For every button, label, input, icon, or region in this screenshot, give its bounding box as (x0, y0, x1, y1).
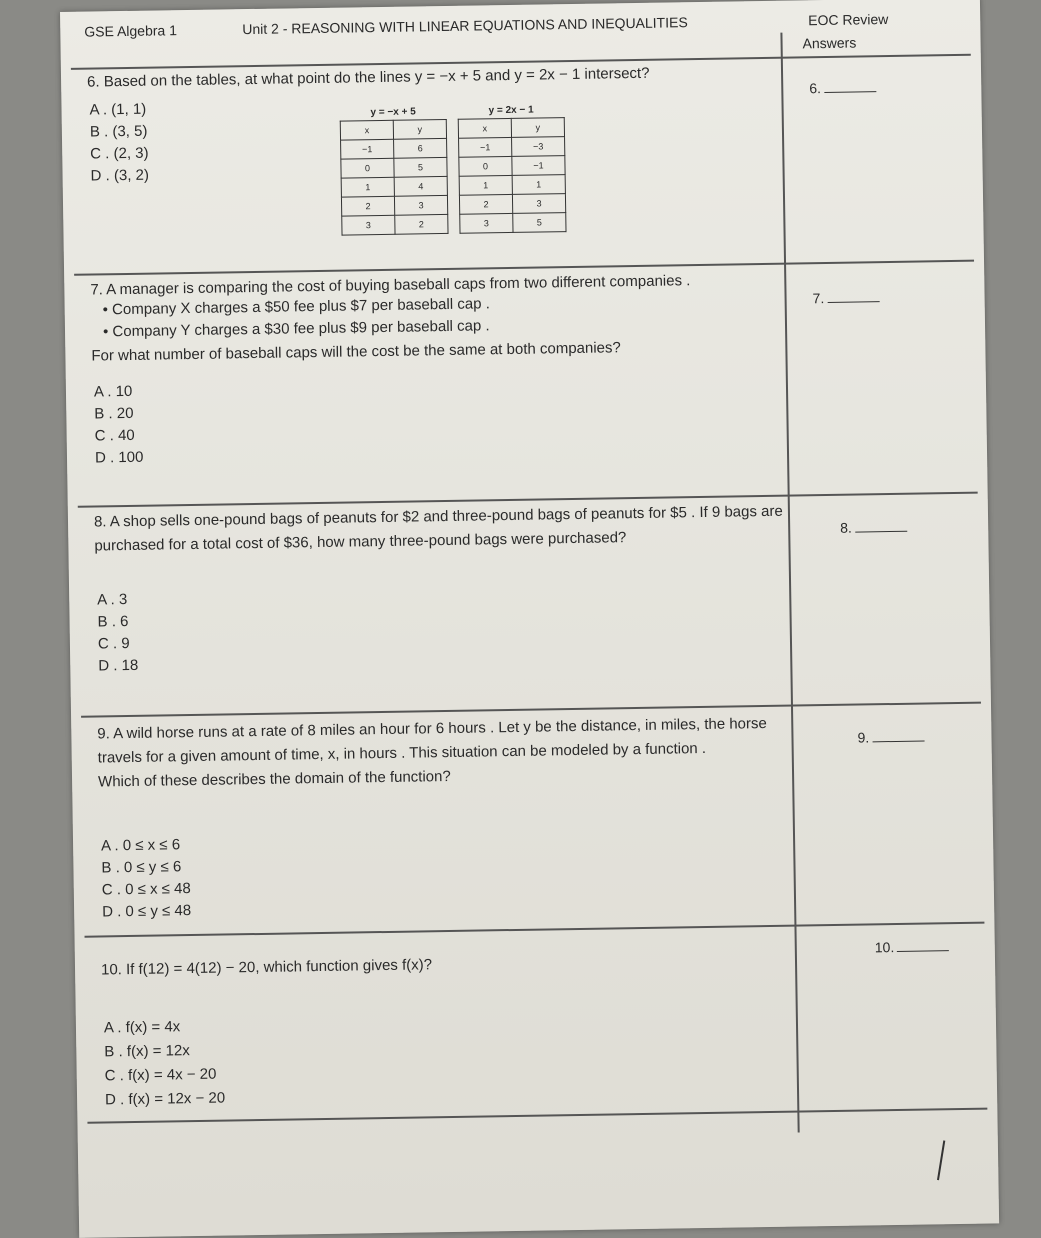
q9-option-b: B . 0 ≤ y ≤ 6 (101, 858, 182, 877)
divider (87, 1108, 987, 1124)
table-row: −1 −3 (459, 137, 565, 158)
table-y-neg-x-plus-5 (340, 106, 449, 236)
table-row: 2 3 (459, 194, 565, 215)
q7-option-d: D . 100 (94, 448, 144, 467)
table-y-2x-minus-1 (458, 104, 567, 234)
q7-answer-blank[interactable]: 7. (812, 289, 879, 306)
answers-column-header: Answers (802, 34, 857, 52)
q9-option-c: C . 0 ≤ x ≤ 48 (101, 880, 191, 899)
q8-option-d: D . 18 (98, 656, 139, 675)
q10-answer-blank[interactable]: 10. (875, 938, 950, 955)
question-9-line3: Which of these describes the domain of the function? (97, 767, 451, 791)
question-6-text: 6. Based on the tables, at what point do the lines y = −x + 5 and y = 2x − 1 intersect? (86, 64, 650, 91)
table-row: 1 1 (459, 175, 565, 196)
question-9-line1: 9. A wild horse runs at a rate of 8 miles an hour for 6 hours . Let y be the distance, in miles, the horse (97, 714, 767, 743)
review-title: EOC Review (808, 10, 889, 29)
q7-bullet-company-x: • Company X charges a $50 fee plus $7 per baseball cap . (102, 295, 490, 319)
q6-option-b: B . (3, 5) (89, 122, 148, 141)
question-7-prompt: For what number of baseball caps will the cost be the same at both companies? (91, 339, 621, 365)
q8-option-a: A . 3 (97, 591, 128, 609)
q10-option-d: D . f(x) = 12x − 20 (104, 1089, 226, 1109)
q6-option-d: D . (3, 2) (90, 166, 150, 185)
q10-option-c: C . f(x) = 4x − 20 (104, 1065, 217, 1085)
q8-answer-blank[interactable]: 8. (840, 519, 907, 536)
table2-caption: y = 2x − 1 (488, 104, 534, 117)
q7-option-a: A . 10 (93, 382, 133, 401)
question-7-text: 7. A manager is comparing the cost of buying baseball caps from two different companies . (90, 272, 691, 299)
q7-bullet-company-y: • Company Y charges a $30 fee plus $9 per baseball cap . (102, 317, 490, 341)
divider (81, 702, 981, 718)
table-row: 0 −1 (459, 156, 565, 177)
q7-option-b: B . 20 (94, 404, 134, 423)
table-header: y (393, 119, 446, 139)
q6-option-a: A . (1, 1) (89, 100, 147, 119)
table-row: 3 5 (460, 213, 566, 234)
divider (85, 922, 985, 938)
question-8-line1: 8. A shop sells one-pound bags of peanuts for $2 and three-pound bags of peanuts for $5 . If 9 bags are (93, 502, 783, 531)
unit-title: Unit 2 - REASONING WITH LINEAR EQUATIONS AND INEQUALITIES (242, 14, 688, 38)
q8-option-b: B . 6 (97, 613, 129, 631)
table-header: x (458, 118, 511, 138)
question-9-line2: travels for a given amount of time, x, in hours . This situation can be modeled by a function . (97, 739, 707, 767)
table-row: 0 5 (341, 157, 447, 178)
question-10-text: 10. If f(12) = 4(12) − 20, which function gives f(x)? (100, 956, 433, 979)
course-title: GSE Algebra 1 (84, 22, 178, 40)
table-header: x (340, 120, 393, 140)
q10-option-a: A . f(x) = 4x (103, 1018, 181, 1037)
table-row: 3 2 (342, 214, 448, 235)
q10-option-b: B . f(x) = 12x (104, 1042, 190, 1061)
pen-mark (937, 1140, 945, 1180)
question-8-line2: purchased for a total cost of $36, how many three-pound bags were purchased? (94, 529, 627, 555)
q9-option-d: D . 0 ≤ y ≤ 48 (102, 902, 192, 921)
q6-answer-blank[interactable]: 6. (809, 79, 876, 96)
table-row: 1 4 (341, 176, 447, 197)
q8-option-c: C . 9 (97, 634, 130, 653)
table-header: y (511, 118, 564, 138)
worksheet-page (60, 0, 999, 1238)
q7-option-c: C . 40 (94, 426, 135, 445)
table1-caption: y = −x + 5 (370, 106, 416, 119)
q9-option-a: A . 0 ≤ x ≤ 6 (100, 836, 181, 855)
q9-answer-blank[interactable]: 9. (857, 729, 924, 746)
table-row: −1 6 (341, 138, 447, 159)
table-row: 2 3 (341, 195, 447, 216)
q6-option-c: C . (2, 3) (90, 144, 149, 163)
